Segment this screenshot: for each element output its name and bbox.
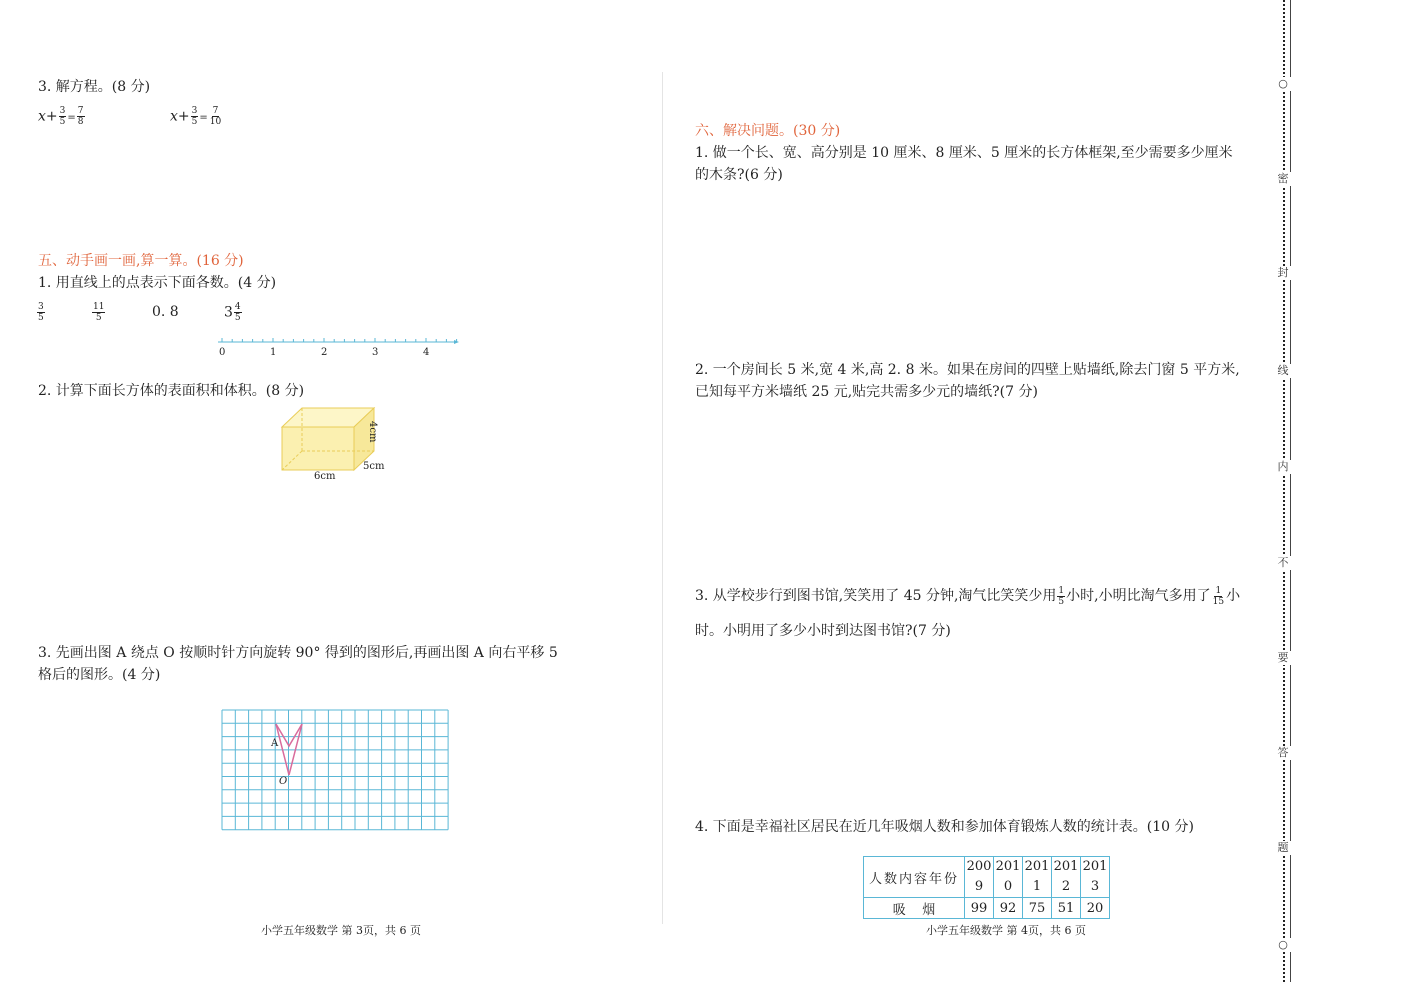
number-mixed: 3 $\frac{4}{5}$ xyxy=(224,302,241,323)
seal-char: 不 xyxy=(1275,556,1291,570)
library-question-line-1: 3. 从学校步行到图书馆,笑笑用了 45 分钟,淘气比笑笑少用 $\frac{1}{5}$ 小时,小明比淘气多用了 $\frac{1}{15}$ 小 xyxy=(695,585,1241,607)
section-5-title: 五、动手画一画,算一算。(16 分) xyxy=(38,253,244,269)
tick-label: 2 xyxy=(321,347,328,358)
wallpaper-question-line-2: 已知每平方米墙纸 25 元,贴完共需多少元的墙纸?(7 分) xyxy=(695,384,1038,400)
seal-char: 要 xyxy=(1275,651,1291,665)
cuboid-length-label: 6cm xyxy=(314,471,336,482)
statistics-table xyxy=(863,856,1110,919)
value-cell: 92 xyxy=(994,898,1023,919)
library-question-line-2: 时。小明用了多少小时到达图书馆?(7 分) xyxy=(695,623,951,639)
page-3-footer: 小学五年级数学 第 3页，共 6 页 xyxy=(261,924,421,937)
seal-dotted-line xyxy=(1283,0,1285,982)
table-row xyxy=(864,857,1110,898)
year-cell: 201 0 xyxy=(994,857,1023,898)
point-o-label: O xyxy=(279,776,288,787)
year-cell: 201 1 xyxy=(1023,857,1052,898)
seal-char: 密 xyxy=(1275,172,1291,186)
page-divider xyxy=(662,72,663,924)
equation-1: x+ $\frac{3}{5}$ = $\frac{7}{8}$ xyxy=(38,106,84,127)
rotation-question-line-2: 格后的图形。(4 分) xyxy=(38,667,161,683)
seal-char: ○ xyxy=(1275,938,1291,952)
statistics-question-title: 4. 下面是幸福社区居民在近几年吸烟人数和参加体育锻炼人数的统计表。(10 分) xyxy=(695,819,1194,835)
value-cell: 75 xyxy=(1023,898,1052,919)
year-cell: 200 9 xyxy=(965,857,994,898)
tick-label: 4 xyxy=(423,347,430,358)
number-fraction-1: $\frac{3}{5}$ xyxy=(38,302,44,323)
page-4-footer: 小学五年级数学 第 4页，共 6 页 xyxy=(926,924,1086,937)
value-cell: 20 xyxy=(1081,898,1110,919)
seal-char: 答 xyxy=(1275,746,1291,760)
tick-label: 1 xyxy=(270,347,277,358)
seal-binding-strip xyxy=(1270,0,1292,982)
seal-char: 内 xyxy=(1275,460,1291,474)
wallpaper-question-line-1: 2. 一个房间长 5 米,宽 4 米,高 2. 8 米。如果在房间的四壁上贴墙纸,除去门窗 5 平方米, xyxy=(695,362,1240,378)
number-fraction-2: $\frac{11}{5}$ xyxy=(93,302,105,323)
year-cell: 201 3 xyxy=(1081,857,1110,898)
value-cell: 51 xyxy=(1052,898,1081,919)
point-a-label: A xyxy=(271,738,279,749)
table-row xyxy=(864,898,1110,919)
cuboid-height-label: 4cm xyxy=(367,421,378,443)
equation-2: x+ $\frac{3}{5}$ = $\frac{7}{10}$ xyxy=(170,106,222,127)
seal-char: 线 xyxy=(1275,364,1291,378)
section-6-title: 六、解决问题。(30 分) xyxy=(695,123,841,139)
frame-question-line-1: 1. 做一个长、宽、高分别是 10 厘米、8 厘米、5 厘米的长方体框架,至少需要多少厘米 xyxy=(695,145,1233,161)
tick-label: 3 xyxy=(372,347,379,358)
year-cell: 201 2 xyxy=(1052,857,1081,898)
frame-question-line-2: 的木条?(6 分) xyxy=(695,167,783,183)
equation-question-title: 3. 解方程。(8 分) xyxy=(38,79,151,95)
seal-border-line xyxy=(1290,0,1291,982)
value-cell: 99 xyxy=(965,898,994,919)
number-decimal: 0. 8 xyxy=(152,304,179,320)
cuboid-question-title: 2. 计算下面长方体的表面积和体积。(8 分) xyxy=(38,383,305,399)
cuboid-diagram xyxy=(272,402,402,486)
row-label-cell: 吸 烟 xyxy=(864,898,965,919)
cuboid-width-label: 5cm xyxy=(363,461,385,472)
number-line xyxy=(214,334,462,358)
table-header-cell: 人数内容年份 xyxy=(864,857,965,898)
seal-char: 封 xyxy=(1275,266,1291,280)
square-grid xyxy=(221,709,450,831)
seal-char: ○ xyxy=(1275,77,1291,91)
seal-char: 题 xyxy=(1275,841,1291,855)
number-line-question-title: 1. 用直线上的点表示下面各数。(4 分) xyxy=(38,275,277,291)
rotation-question-line-1: 3. 先画出图 A 绕点 O 按顺时针方向旋转 90° 得到的图形后,再画出图 A 向右平移 5 xyxy=(38,645,558,661)
tick-label: 0 xyxy=(219,347,226,358)
